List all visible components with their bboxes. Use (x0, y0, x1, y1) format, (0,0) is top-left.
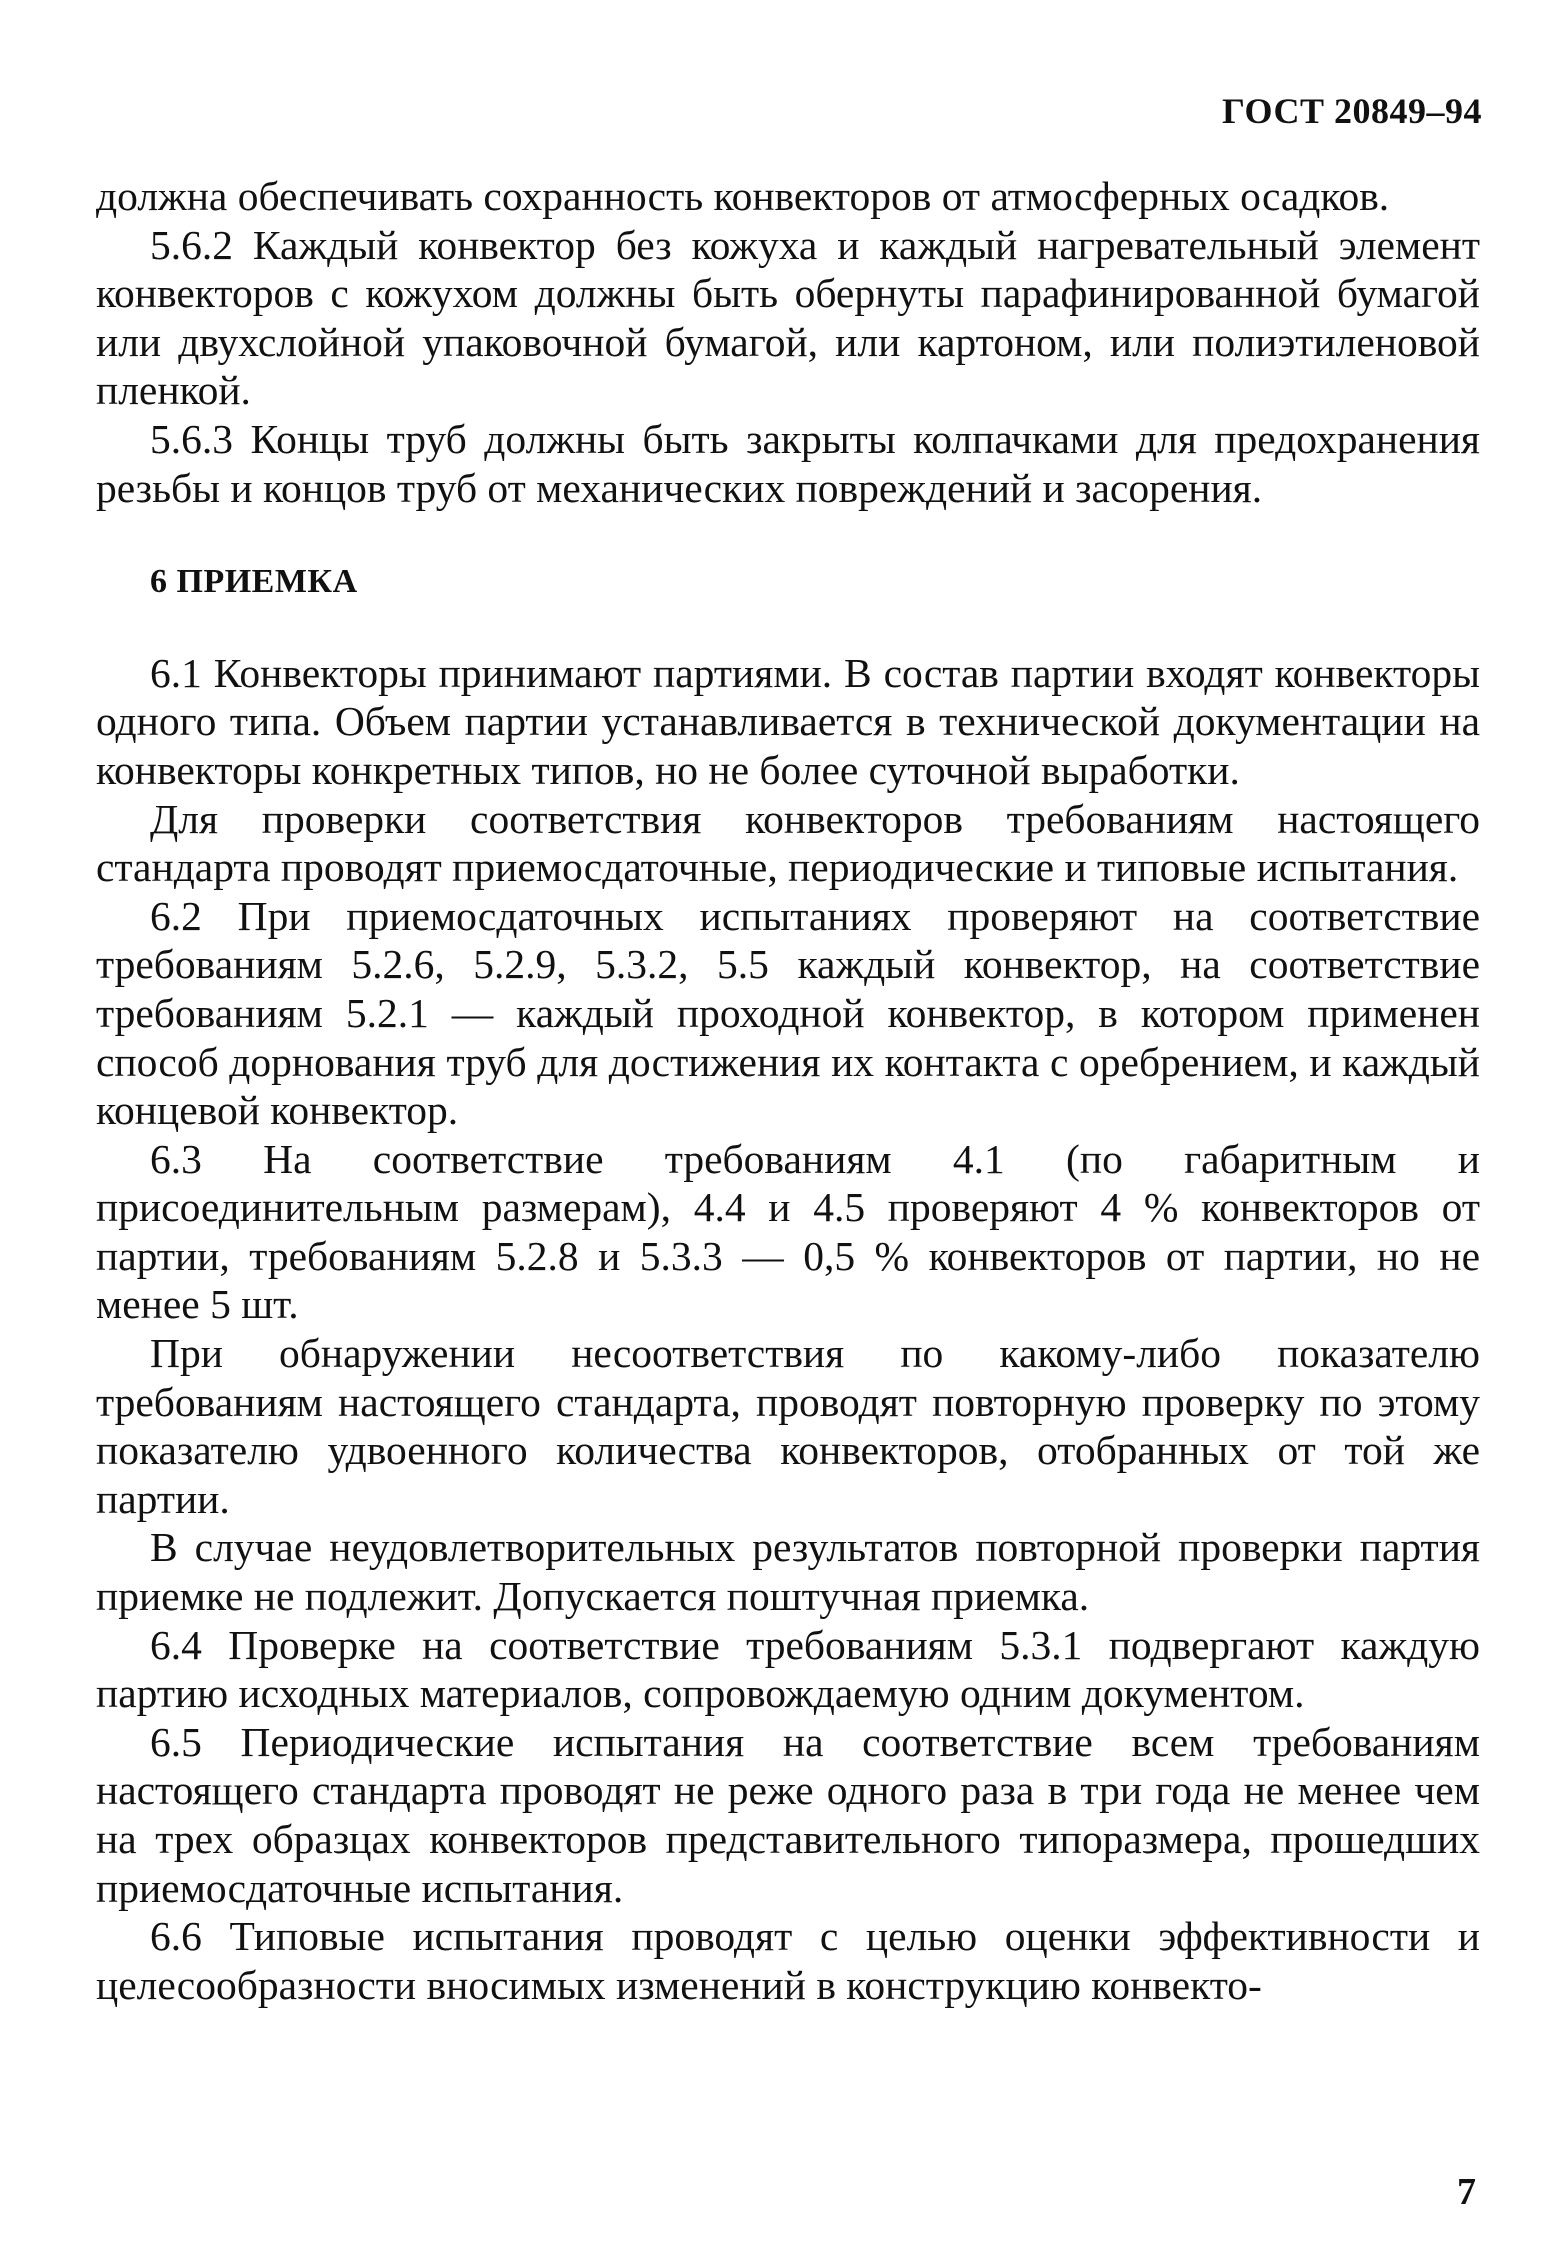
paragraph-5-6-2: 5.6.2 Каждый конвектор без кожуха и каждый нагревательный элемент конвекторов с кожухом должны быть обернуты парафинированной бумагой или двухслойной упаковочной бумагой, или картоном, или полиэтиленовой пленкой. (96, 221, 1480, 414)
paragraph-6-4: 6.4 Проверке на соответствие требованиям 5.3.1 подвергают каждую партию исходных материалов, сопровождаемую одним документом. (96, 1621, 1480, 1717)
paragraph-continuation: должна обеспечивать сохранность конвекторов от атмосферных осадков. (96, 173, 1390, 219)
paragraph-nonconformity: При обнаружении несоответствия по какому-либо показателю требованиям настоящего стандарта, проводят повторную проверку по этому показателю удвоенного количества конвекторов, отобранных от той же партии. (96, 1330, 1480, 1522)
standard-header: ГОСТ 20849–94 (1222, 91, 1482, 131)
document-body (96, 172, 1480, 2009)
paragraph-6-6: 6.6 Типовые испытания проводят с целью оценки эффективности и целесообразности вносимых изменений в конструкцию конвекто- (96, 1913, 1480, 2008)
paragraph-retest-result: В случае неудовлетворительных результатов повторной проверки партия приемке не подлежит. Допускается поштучная приемка. (96, 1524, 1480, 1620)
paragraph-6-5: 6.5 Периодические испытания на соответствие всем требованиям настоящего стандарта проводят не реже одного раза в три года не менее чем на трех образцах конвекторов представительного типоразмера, прошедших приемосдаточные испытания. (96, 1718, 1480, 1911)
paragraph-5-6-3: 5.6.3 Концы труб должны быть закрыты колпачками для предохранения резьбы и концов труб от механических повреждений и засорения. (96, 415, 1480, 511)
paragraph-test-types: Для проверки соответствия конвекторов требованиям настоящего стандарта проводят приемосдаточные, периодические и типовые испытания. (96, 795, 1480, 891)
paragraph-6-1: 6.1 Конвекторы принимают партиями. В состав партии входят конвекторы одного типа. Объем партии устанавливается в технической документации на конвекторы конкретных типов, но не более суточной выработки. (96, 649, 1480, 793)
paragraph-6-3: 6.3 На соответствие требованиям 4.1 (по габаритным и присоединительным размерам), 4.4 и 4.5 проверяют 4 % конвекторов от партии, требованиям 5.2.8 и 5.3.3 — 0,5 % конвекторов от партии, но не менее 5 шт. (96, 1135, 1480, 1328)
page-number: 7 (1457, 2171, 1476, 2213)
section-title-acceptance: 6 ПРИЕМКА (150, 563, 358, 601)
paragraph-6-2: 6.2 При приемосдаточных испытаниях проверяют на соответствие требованиям 5.2.6, 5.2.9, 5.3.2, 5.5 каждый конвектор, на соответствие требованиям 5.2.1 — каждый проходной конвектор, в котором применен способ дорнования труб для достижения их контакта с оребрением, и каждый концевой конвектор. (96, 892, 1480, 1134)
